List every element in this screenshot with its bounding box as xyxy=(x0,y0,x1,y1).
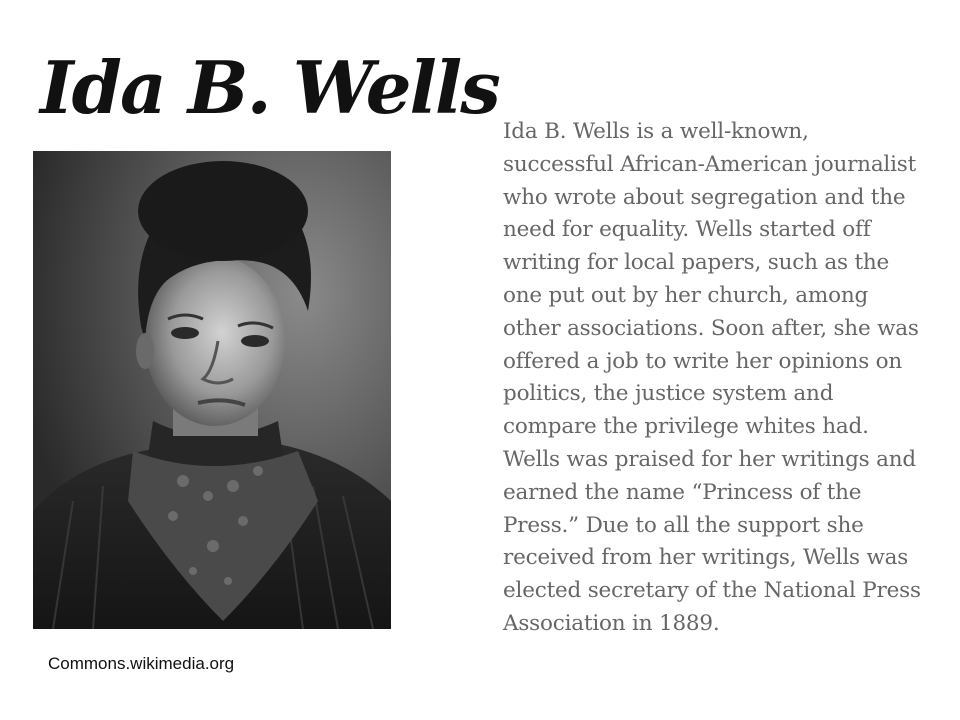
biography-paragraph: Ida B. Wells is a well-known, successful African-American journalist who wrote about segregation and the need for equality. Wells started off writing for local papers, such as the one put out by her church, among other associations. Soon after, she was offered a job to write her opinions on politics, the justice system and compare the privilege whites had. Wells was praised for her writings and earned the name “Princess of the Press.” Due to all the support she received from her writings, Wells was elected secretary of the National Press Association in 1889. xyxy=(503,119,921,636)
portrait-photo xyxy=(33,151,391,629)
slide-title: Ida B. Wells xyxy=(40,45,499,130)
portrait-illustration xyxy=(33,151,391,629)
image-credit: Commons.wikimedia.org xyxy=(48,654,235,673)
